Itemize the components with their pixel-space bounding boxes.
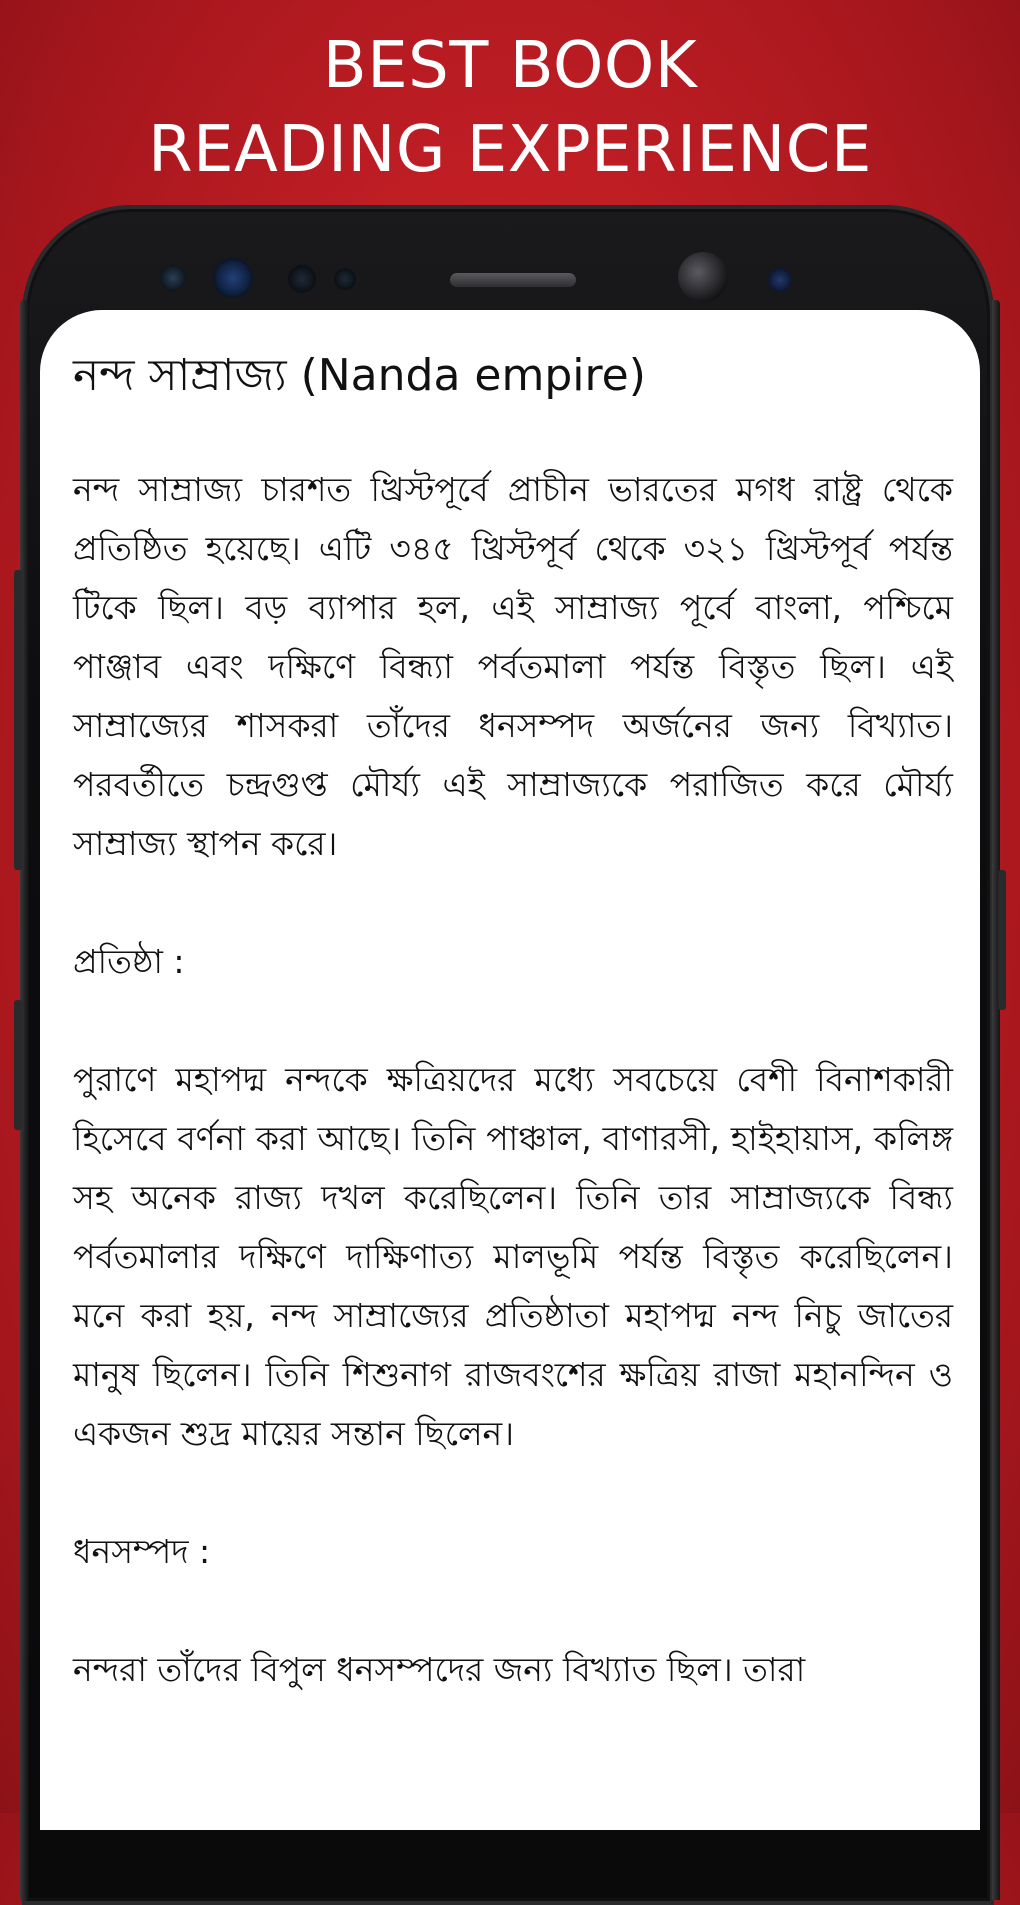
earpiece-speaker <box>450 273 576 287</box>
phone-volume-button <box>14 570 22 870</box>
phone-screen[interactable] <box>40 310 980 1830</box>
led-indicator-icon <box>334 268 356 290</box>
iris-scanner-icon <box>213 258 253 298</box>
phone-edge-right <box>992 300 1000 1900</box>
headline-line-2: READING EXPERIENCE <box>148 113 872 187</box>
article-body[interactable] <box>73 460 953 1758</box>
light-sensor-icon <box>288 265 316 293</box>
proximity-sensor-icon <box>160 265 186 291</box>
paragraph-intro: নন্দ সাম্রাজ্য চারশত খ্রিস্টপূর্বে প্রাচীন ভারতের মগধ রাষ্ট্র থেকে প্রতিষ্ঠিত হয়েছে। এটি ৩৪৫ খ্রিস্টপূর্ব থেকে ৩২১ খ্রিস্টপূর্ব পর্যন্ত টিকে ছিল। বড় ব্যাপার হল, এই সাম্রাজ্য পূর্বে বাংলা, পশ্চিমে পাঞ্জাব এবং দক্ষিণে বিন্ধ্যা পর্বতমালা পর্যন্ত বিস্তৃত ছিল। এই সাম্রাজ্যের শাসকরা তাঁদের ধনসম্পদ অর্জনের জন্য বিখ্যাত। পরবর্তীতে চন্দ্রগুপ্ত মৌর্য্য এই সাম্রাজ্যকে পরাজিত করে মৌর্য্য সাম্রাজ্য স্থাপন করে। <box>73 470 953 863</box>
iris-camera-icon <box>768 268 792 292</box>
headline-line-1: BEST BOOK <box>322 29 698 103</box>
article-title: নন্দ সাম্রাজ্য (Nanda empire) <box>73 350 646 401</box>
promo-headline <box>0 24 1020 192</box>
paragraph-founding: পুরাণে মহাপদ্ম নন্দকে ক্ষত্রিয়দের মধ্যে সবচেয়ে বেশী বিনাশকারী হিসেবে বর্ণনা করা আছে। তিনি পাঞ্চাল, বাণারসী, হাইহায়াস, কলিঙ্গ সহ অনেক রাজ্য দখল করেছিলেন। তিনি তার সাম্রাজ্যকে বিন্ধ্য পর্বতমালার দক্ষিণে দাক্ষিণাত্য মালভূমি পর্যন্ত বিস্তৃত করেছিলেন। মনে করা হয়, নন্দ সাম্রাজ্যের প্রতিষ্ঠাতা মহাপদ্ম নন্দ নিচু জাতের মানুষ ছিলেন। তিনি শিশুনাগ রাজবংশের ক্ষত্রিয় রাজা মহানন্দিন ও একজন শুদ্র মায়ের সন্তান ছিলেন। <box>73 1060 953 1453</box>
section-heading-wealth: ধনসম্পদ : <box>73 1532 211 1571</box>
front-camera-icon <box>678 252 728 302</box>
phone-power-button <box>998 870 1006 1010</box>
section-heading-founding: প্রতিষ্ঠা : <box>73 942 185 981</box>
phone-bixby-button <box>14 1000 22 1130</box>
paragraph-wealth: নন্দরা তাঁদের বিপুল ধনসম্পদের জন্য বিখ্যাত ছিল। তারা <box>73 1650 806 1689</box>
